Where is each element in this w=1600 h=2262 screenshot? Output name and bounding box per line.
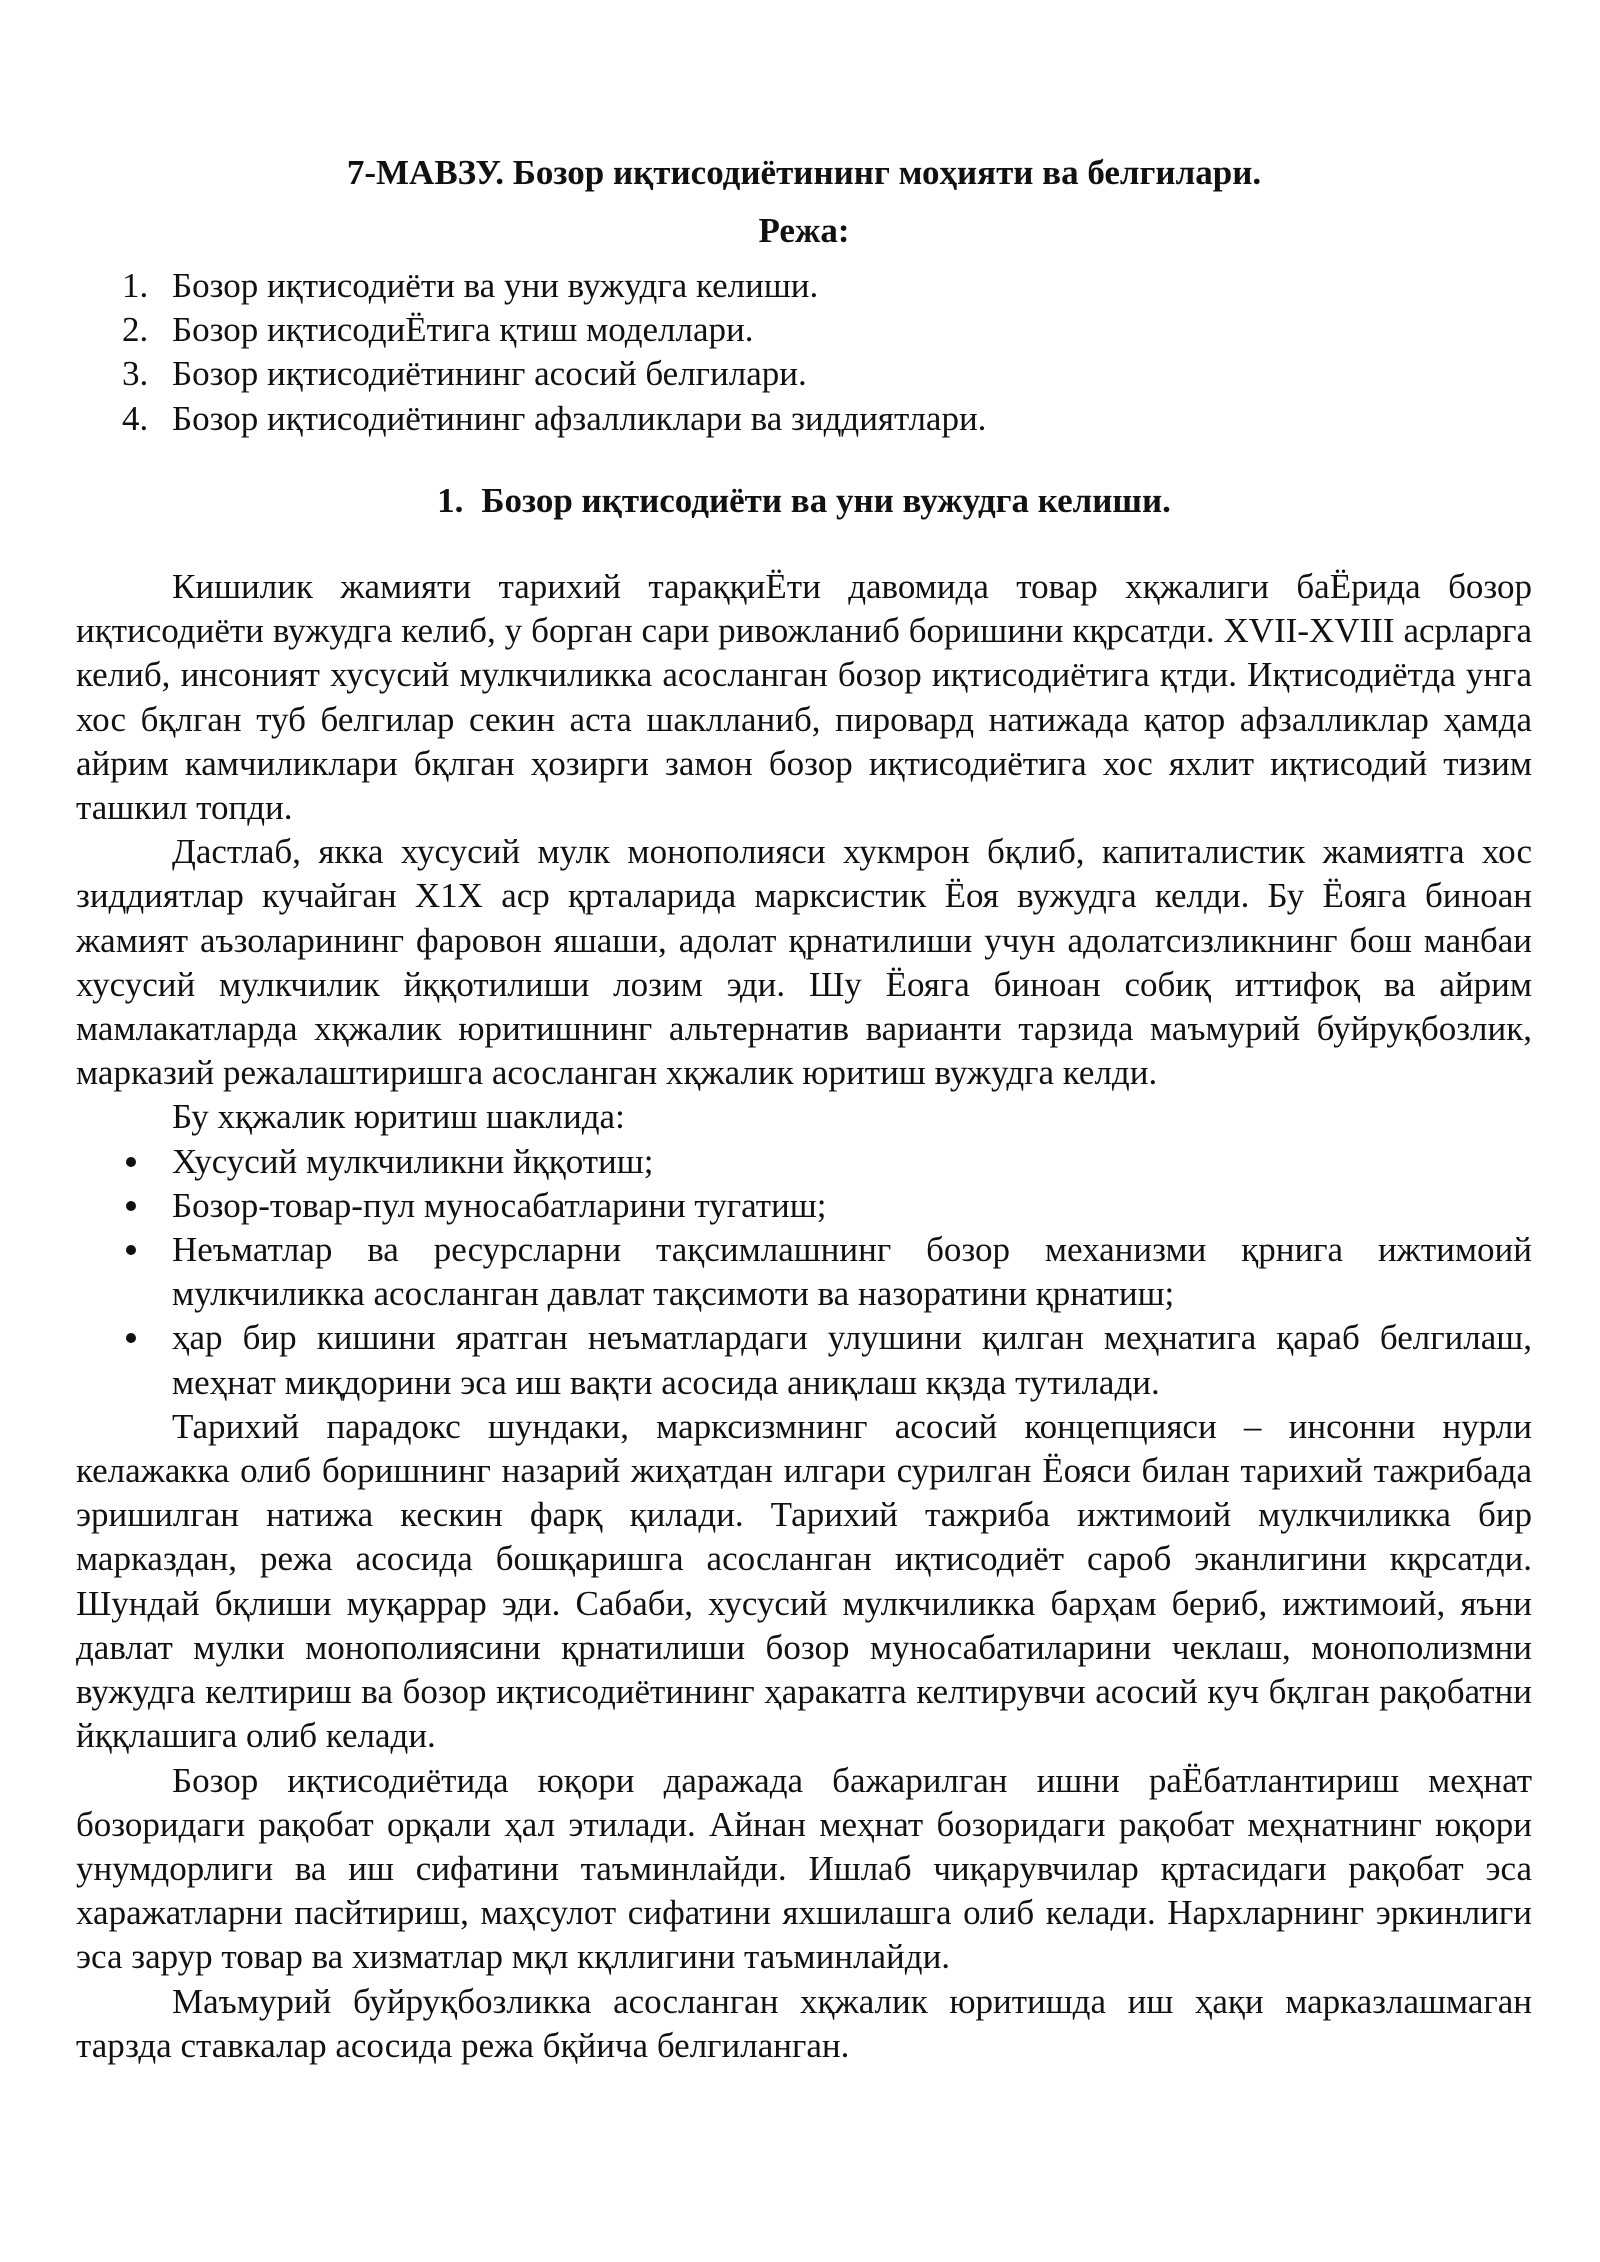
bullet-text: Хусусий мулкчиликни йққотиш; (172, 1141, 654, 1181)
plan-list (76, 264, 1532, 441)
section-heading (76, 479, 1532, 523)
plan-item-text: Бозор иқтисодиЁтига қтиш моделлари. (172, 310, 754, 350)
bullet-text: Бозор-товар-пул муносабатларини тугатиш; (172, 1185, 827, 1225)
section-heading-text: Бозор иқтисодиёти ва уни вужудга келиши. (481, 480, 1171, 520)
bullet-item (76, 1184, 1532, 1228)
paragraph: Маъмурий буйруқбозликка асосланган хқжалик юритишда иш ҳақи марказлашмаган тарзда ставкалар асосида режа бқйича белгиланган. (76, 1981, 1532, 2065)
plan-item-text: Бозор иқтисодиётининг афзалликлари ва зиддиятлари. (172, 398, 987, 438)
plan-item (76, 264, 1532, 308)
bullet-icon (126, 1245, 136, 1255)
plan-item (76, 308, 1532, 352)
plan-item-number: 3. (122, 354, 149, 394)
bullet-item (76, 1228, 1532, 1316)
document-page (76, 148, 1532, 2068)
plan-item (76, 352, 1532, 396)
bullet-text: Неъматлар ва ресурсларни тақсимлашнинг бозор механизми қрнига ижтимоий мулкчиликка асосланган давлат тақсимоти ва назоратини қрнатиш; (172, 1230, 1532, 1314)
section-heading-number: 1. (437, 480, 464, 520)
bullet-icon (126, 1157, 136, 1167)
paragraph: Кишилик жамияти тарихий тараққиЁти давомида товар хқжалиги баЁрида бозор иқтисодиёти вужудга келиб, у борган сари ривожланиб боришини кқрсатди. XVII-XVIII асрларга келиб, инсоният хусусий мулкчиликка асосланган бозор иқтисодиётига қтди. Иқтисодиётда унга хос бқлган туб белгилар секин аста шаклланиб, пировард натижада қатор афзалликлар ҳамда айрим камчиликлари бқлган ҳозирги замон бозор иқтисодиётига хос яхлит иқтисодий тизим ташкил топди. (76, 567, 1532, 828)
plan-item-number: 2. (122, 310, 149, 350)
paragraph: Бу хқжалик юритиш шаклида: (172, 1097, 625, 1137)
paragraph: Тарихий парадокс шундаки, марксизмнинг асосий концепцияси – инсонни нурли келажакка олиб боришнинг назарий жиҳатдан илгари сурилган Ёояси билан тарихий тажрибада эришилган натижа кескин фарқ қилади. Тарихий тажриба ижтимоий мулкчиликка бир марказдан, режа асосида бошқаришга асосланган иқтисодиёт сароб эканлигини кқрсатди. Шундай бқлиши муқаррар эди. Сабаби, хусусий мулкчиликка барҳам бериб, ижтимоий, яъни давлат мулки монополиясини қрнатилиши бозор муносабатиларини чеклаш, монополизмни вужудга келтириш ва бозор иқтисодиётининг ҳаракатга келтирувчи асосий куч бқлган рақобатни йққлашига олиб келади. (76, 1406, 1532, 1756)
plan-item-text: Бозор иқтисодиёти ва уни вужудга келиши. (172, 266, 819, 305)
plan-item-number: 1. (122, 266, 149, 305)
plan-label: Режа: (758, 211, 850, 250)
body-text (76, 565, 1532, 2068)
bullet-item (76, 1140, 1532, 1184)
bullet-icon (126, 1201, 136, 1211)
plan-item-number: 4. (122, 398, 149, 438)
document-title: 7-МАВЗУ. Бозор иқтисодиётининг моҳияти ва белгилари. (346, 153, 1262, 192)
bullet-list (76, 1140, 1532, 1405)
plan-item-text: Бозор иқтисодиётининг асосий белгилари. (172, 354, 807, 394)
paragraph: Дастлаб, якка хусусий мулк монополияси хукмрон бқлиб, капиталистик жамиятга хос зиддиятлар кучайган X1X аср қрталарида марксистик Ёоя вужудга келди. Бу Ёояга биноан жамият аъзоларининг фаровон яшаши, адолат қрнатилиши учун адолатсизликнинг бош манбаи хусусий мулкчилик йққотилиши лозим эди. Шу Ёояга биноан собиқ иттифоқ ва айрим мамлакатларда хқжалик юритишнинг альтернатив варианти тарзида маъмурий буйруқбозлик, марказий режалаштиришга асосланган хқжалик юритиш вужудга келди. (76, 832, 1532, 1093)
bullet-icon (126, 1333, 136, 1343)
paragraph: Бозор иқтисодиётида юқори даражада бажарилган ишни раЁбатлантириш меҳнат бозоридаги рақобат орқали ҳал этилади. Айнан меҳнат бозоридаги рақобат меҳнатнинг юқори унумдорлиги ва иш сифатини таъминлайди. Ишлаб чиқарувчилар қртасидаги рақобат эса харажатларни пасйтириш, маҳсулот сифатини яхшилашга олиб келади. Нархларнинг эркинлиги эса зарур товар ва хизматлар мқл кқллигини таъминлайди. (76, 1760, 1532, 1977)
bullet-item (76, 1316, 1532, 1404)
plan-item (76, 397, 1532, 441)
bullet-text: ҳар бир кишини яратган неъматлардаги улушини қилган меҳнатига қараб белгилаш, меҳнат миқдорини эса иш вақти асосида аниқлаш кқзда тутилади. (172, 1318, 1532, 1402)
